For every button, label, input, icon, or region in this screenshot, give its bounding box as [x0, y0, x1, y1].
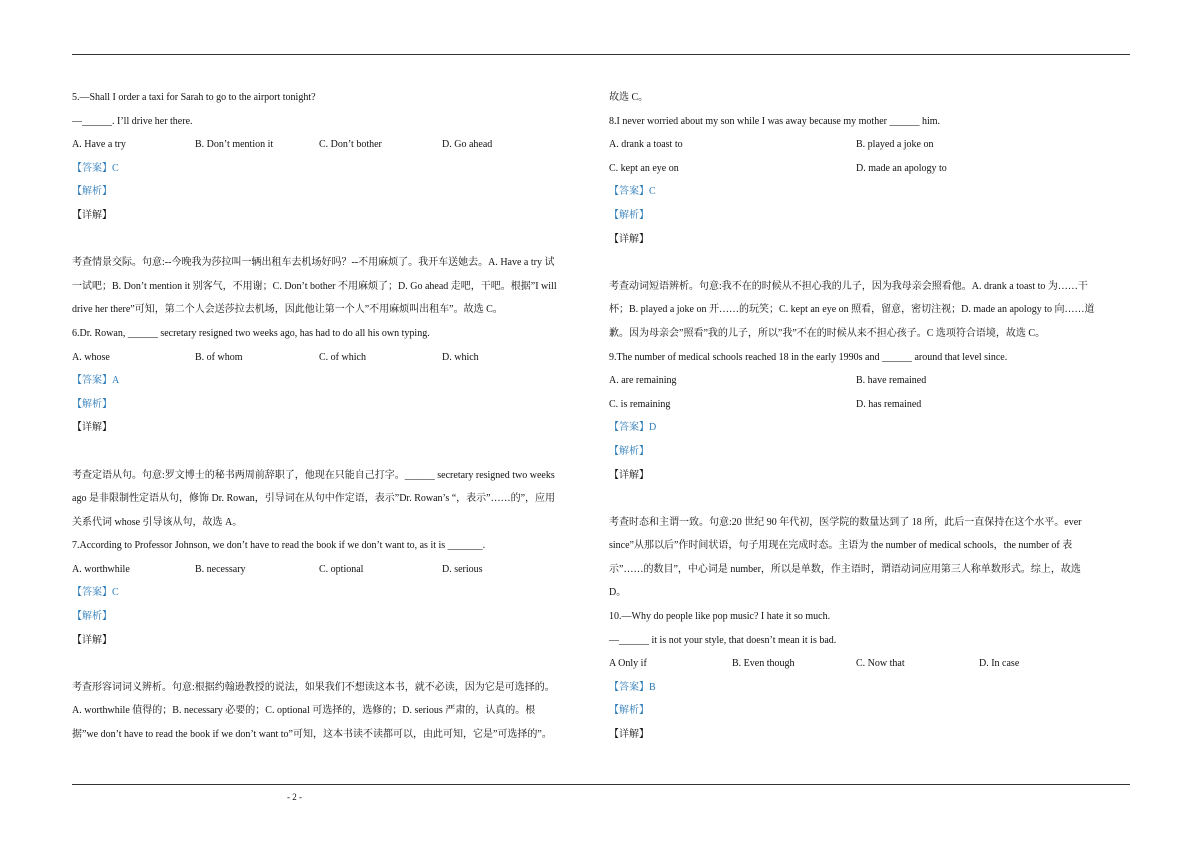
- header-rule: [72, 54, 1130, 55]
- q10-option-a: A Only if: [609, 658, 647, 670]
- q6-analysis-label: 【解析】: [72, 398, 112, 410]
- q7-explanation-line: 据”we don’t have to read the book if we don’t want to”可知，这本书读不读都可以，由此可知，它是”可选择的”。: [72, 729, 552, 741]
- q7-option-b: B. necessary: [195, 563, 246, 575]
- q6-option-a: A. whose: [72, 351, 110, 363]
- q8-stem: 8.I never worried about my son while I was away because my mother ______ him.: [609, 115, 941, 127]
- q7-option-a: A. worthwhile: [72, 563, 130, 575]
- q7-conclusion: 故选 C。: [609, 92, 649, 103]
- footer-rule: [72, 784, 1130, 785]
- q6-option-b: B. of whom: [195, 351, 243, 363]
- q9-explanation-line: D。: [609, 587, 627, 599]
- q6-explanation-line: ago 是非限制性定语从句，修饰 Dr. Rowan，引导词在从句中作定语，表示”Dr. Rowan’s “，表示”……的”，应用: [72, 493, 556, 505]
- q5-option-a: A. Have a try: [72, 139, 126, 151]
- q10-detail-label: 【详解】: [609, 729, 649, 741]
- q8-options-row-2: [609, 159, 1129, 183]
- q10-option-d: D. In case: [979, 658, 1020, 670]
- q7-detail-label: 【详解】: [72, 634, 112, 646]
- q10-answer: 【答案】B: [609, 681, 656, 693]
- q8-option-d: D. made an apology to: [856, 162, 947, 174]
- q8-options-row-1: [609, 135, 1129, 159]
- q10-analysis-label: 【解析】: [609, 705, 649, 717]
- q6-explanation-line: 考查定语从句。句意:罗文博士的秘书两周前辞职了，他现在只能自己打字。______ secretary resigned two weeks: [72, 469, 555, 481]
- q6-option-c: C. of which: [319, 351, 366, 363]
- q7-analysis-label: 【解析】: [72, 611, 112, 623]
- q7-stem: 7.According to Professor Johnson, we don’t have to read the book if we don’t want to, as it is _______.: [72, 540, 486, 552]
- q10-reply: —______ it is not your style, that doesn’t mean it is bad.: [609, 634, 837, 646]
- q5-explanation-line: 一试吧；B. Don’t mention it 别客气，不用谢；C. Don’t bother 不用麻烦了；D. Go ahead 走吧，干吧。根据”I will: [72, 280, 557, 292]
- q7-answer: 【答案】C: [72, 587, 119, 599]
- q5-explanation-line: drive her there”可知，第二个人会送莎拉去机场，因此他让第一个人”不用麻烦叫出租车”。故选 C。: [72, 304, 503, 316]
- q5-answer: 【答案】C: [72, 162, 119, 174]
- q6-answer: 【答案】A: [72, 375, 120, 387]
- q7-explanation-line: 考查形容词词义辨析。句意:根据约翰逊教授的说法，如果我们不想读这本书，就不必读，因为它是可选择的。: [72, 681, 555, 693]
- q5-analysis-label: 【解析】: [72, 186, 112, 198]
- q6-stem: 6.Dr. Rowan, ______ secretary resigned two weeks ago, has had to do all his own typing.: [72, 327, 430, 339]
- q9-option-c: C. is remaining: [609, 398, 671, 410]
- q9-detail-label: 【详解】: [609, 469, 649, 481]
- q9-stem: 9.The number of medical schools reached 18 in the early 1990s and ______ around that level since.: [609, 351, 1008, 363]
- q7-options: [72, 560, 592, 584]
- page-number: - 2 -: [287, 792, 302, 802]
- q9-option-d: D. has remained: [856, 398, 922, 410]
- q5-stem: 5.—Shall I order a taxi for Sarah to go to the airport tonight?: [72, 92, 316, 103]
- q10-stem: 10.—Why do people like pop music? I hate it so much.: [609, 611, 831, 623]
- q9-explanation-line: 考查时态和主谓一致。句意:20 世纪 90 年代初，医学院的数量达到了 18 所，此后一直保持在这个水平。ever: [609, 516, 1082, 528]
- q9-option-b: B. have remained: [856, 375, 927, 387]
- q5-detail-label: 【详解】: [72, 209, 112, 221]
- q8-option-c: C. kept an eye on: [609, 162, 679, 174]
- q5-option-b: B. Don’t mention it: [195, 139, 274, 151]
- q8-analysis-label: 【解析】: [609, 209, 649, 221]
- q9-answer: 【答案】D: [609, 422, 657, 434]
- q10-options: [609, 654, 1129, 678]
- q7-option-c: C. optional: [319, 563, 364, 575]
- q6-explanation-line: 关系代词 whose 引导该从句，故选 A。: [72, 516, 243, 528]
- q8-option-a: A. drank a toast to: [609, 139, 683, 151]
- q10-option-b: B. Even though: [732, 658, 795, 670]
- q6-option-d: D. which: [442, 351, 479, 363]
- left-column: [72, 88, 592, 749]
- q9-explanation-line: since”从那以后”作时间状语，句子用现在完成时态。主语为 the number of medical schools，the number of 表: [609, 540, 1073, 552]
- q8-detail-label: 【详解】: [609, 233, 649, 245]
- q6-detail-label: 【详解】: [72, 422, 112, 434]
- q7-explanation-line: A. worthwhile 值得的；B. necessary 必要的；C. optional 可选择的，选修的；D. serious 严肃的，认真的。根: [72, 705, 536, 717]
- q10-option-c: C. Now that: [856, 658, 905, 670]
- q7-option-d: D. serious: [442, 563, 483, 575]
- right-column: [609, 88, 1129, 749]
- q8-explanation-line: 杯；B. played a joke on 开……的玩笑；C. kept an eye on 照看，留意，密切注视；D. made an apology to 向……道: [609, 304, 1095, 316]
- q5-option-d: D. Go ahead: [442, 139, 493, 151]
- q8-option-b: B. played a joke on: [856, 139, 934, 151]
- q6-options: [72, 348, 592, 372]
- q5-options: [72, 135, 592, 159]
- q9-analysis-label: 【解析】: [609, 445, 649, 457]
- q8-explanation-line: 歉。因为母亲会”照看”我的儿子，所以”我”不在的时候从来不担心孩子。C 选项符合语境，故选 C。: [609, 327, 1046, 339]
- q9-options-row-1: [609, 371, 1129, 395]
- q5-reply: —______. I’ll drive her there.: [72, 115, 193, 127]
- q5-option-c: C. Don’t bother: [319, 139, 382, 151]
- q9-options-row-2: [609, 395, 1129, 419]
- q9-explanation-line: 示”……的数目”，中心词是 number，所以是单数，作主语时，谓语动词应用第三人称单数形式。综上，故选: [609, 563, 1081, 575]
- q8-answer: 【答案】C: [609, 186, 656, 198]
- q8-explanation-line: 考查动词短语辨析。句意:我不在的时候从不担心我的儿子，因为我母亲会照看他。A. drank a toast to 为……干: [609, 280, 1088, 292]
- q5-explanation-line: 考查情景交际。句意:--今晚我为莎拉叫一辆出租车去机场好吗？--不用麻烦了。我开车送她去。A. Have a try 试: [72, 257, 555, 269]
- q9-option-a: A. are remaining: [609, 375, 677, 387]
